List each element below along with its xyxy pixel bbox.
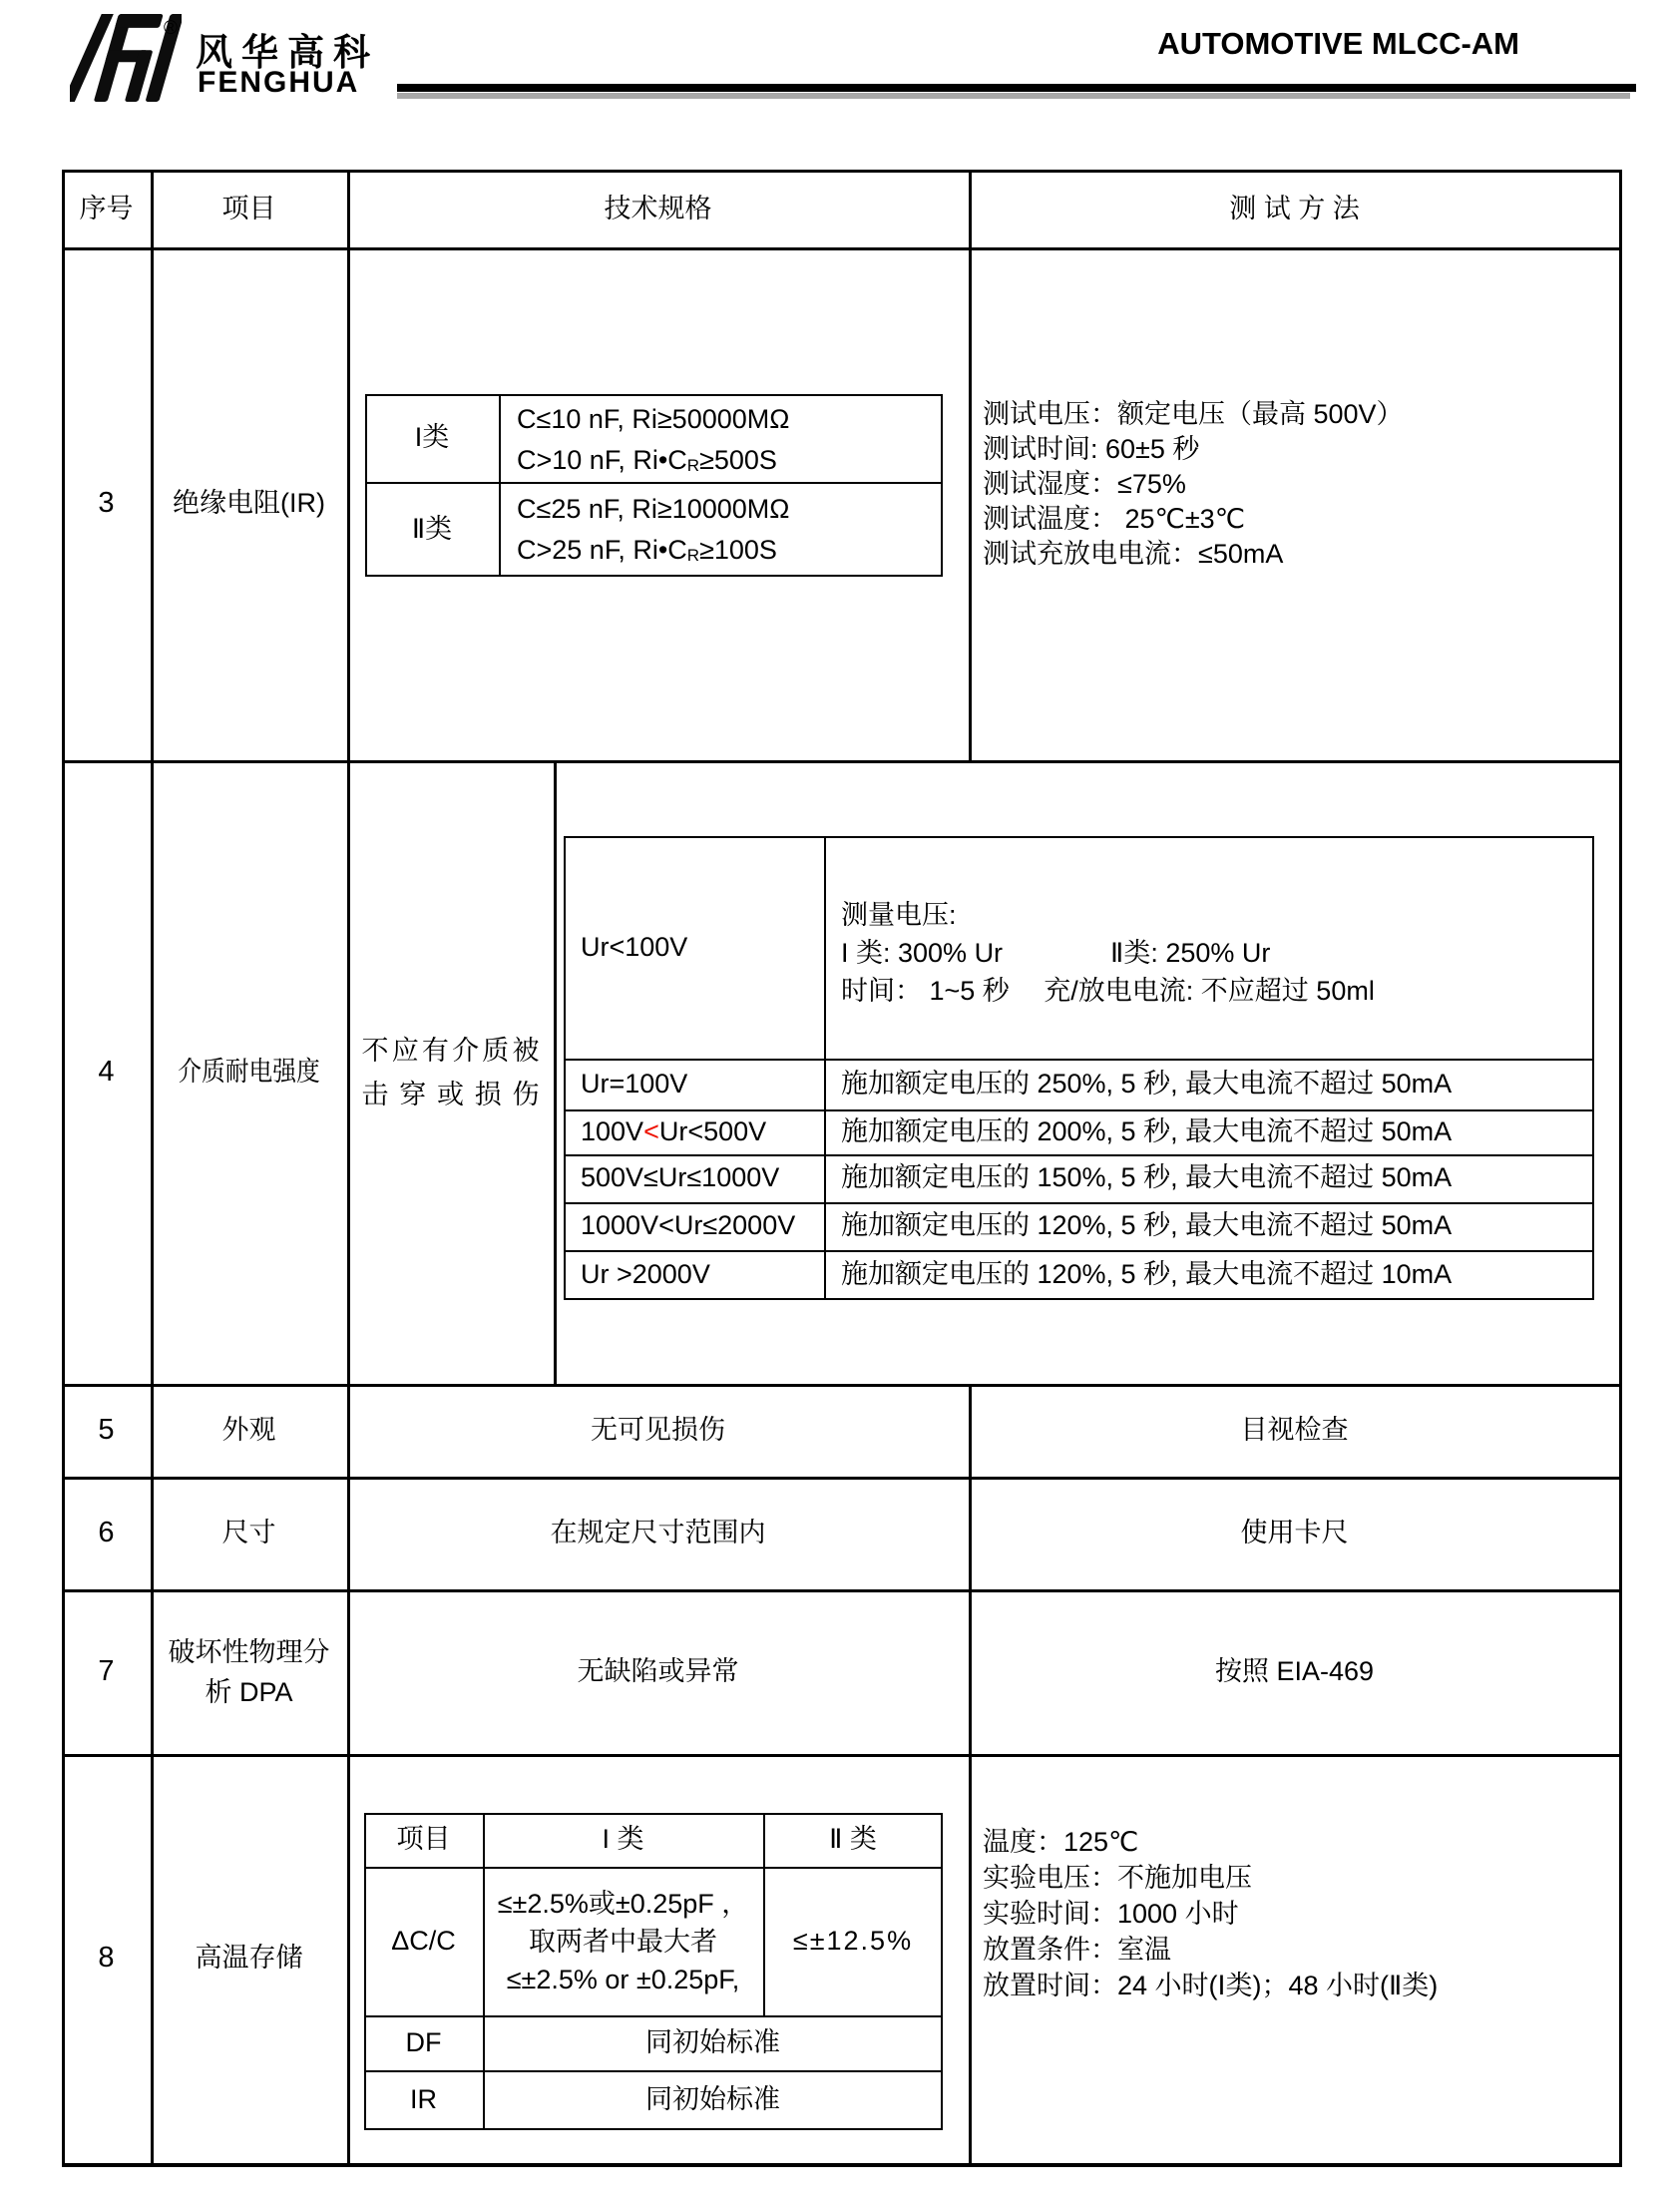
row7-no: 7: [98, 1654, 115, 1687]
row6-no: 6: [98, 1516, 115, 1548]
row4-sub-r5-label: 1000V<Ur≤2000V: [581, 1210, 796, 1241]
method-line: 测试湿度：≤75%: [983, 469, 1186, 499]
row3-class1-spec-line1: C≤10 nF, Ri≥50000MΩ: [517, 404, 790, 435]
row4-sub-r1-content: [841, 896, 1375, 1010]
row8-sub-ir-value: 同初始标准: [645, 2084, 780, 2115]
spec-text: C>10 nF, Ri•C: [517, 445, 687, 476]
label-part: Ur<500V: [658, 1115, 767, 1146]
dcc-line: 取两者中最大者: [529, 1926, 717, 1957]
grid-line: [1619, 170, 1622, 2167]
row7-method: 按照 EIA-469: [1214, 1655, 1375, 1686]
column-header-spec: 技术规格: [604, 194, 712, 224]
sub-line: 时间： 1~5 秒 充/放电电流: 不应超过 50ml: [841, 976, 1375, 1006]
brand-name-cn: 风华高科: [196, 32, 379, 73]
red-less-than: <: [643, 1115, 659, 1146]
method-line: 放置条件：室温: [983, 1935, 1171, 1965]
brand-name-en: FENGHUA: [198, 66, 360, 99]
grid-line: [554, 760, 557, 1387]
method-line: 实验时间：1000 小时: [983, 1899, 1239, 1929]
row3-method-text: [983, 397, 1404, 572]
row8-method-text: [983, 1824, 1438, 2003]
row6-item: 尺寸: [221, 1517, 276, 1547]
row8-sub-dcc-class2: ≤±12.5%: [792, 1925, 914, 1956]
row8-sub-header-class2: Ⅱ 类: [829, 1824, 877, 1855]
subscript-r: R: [686, 455, 700, 475]
page-title: AUTOMOTIVE MLCC-AM: [1157, 26, 1519, 61]
grid-line: [969, 170, 972, 763]
header-rule-gray: [397, 93, 1630, 99]
row4-item: 介质耐电强度: [178, 1056, 320, 1087]
spec-text: ≥500S: [699, 445, 777, 476]
row6-method: 使用卡尺: [1240, 1517, 1349, 1547]
method-line: 测试电压：额定电压（最高 500V）: [983, 399, 1404, 429]
row3-class2-label: Ⅱ类: [411, 513, 453, 544]
row7-item: [151, 1589, 347, 1754]
method-line: 实验电压：不施加电压: [983, 1863, 1252, 1893]
row4-condition: [347, 760, 554, 1384]
row3-item: 绝缘电阻(IR): [173, 488, 325, 519]
row3-class2-spec-line1: C≤25 nF, Ri≥10000MΩ: [517, 494, 790, 525]
condition-text: 不应有介质被击穿或损伤: [361, 1035, 540, 1109]
column-header-item: 项目: [221, 194, 276, 224]
row3-class2-spec-line2: [517, 532, 936, 570]
row4-sub-r2-label: Ur=100V: [581, 1068, 688, 1099]
sub-line: I 类: 300% Ur Ⅱ类: 250% Ur: [841, 938, 1271, 968]
row4-sub-r3-text: 施加额定电压的 200%, 5 秒, 最大电流不超过 50mA: [841, 1115, 1453, 1146]
spec-text: C>25 nF, Ri•C: [517, 535, 687, 566]
row4-sub-r4-label: 500V≤Ur≤1000V: [581, 1162, 780, 1193]
dcc-line: ≤±2.5% or ±0.25pF,: [506, 1964, 740, 1994]
column-header-method: 测 试 方 法: [1229, 194, 1360, 224]
row3-class1-spec-line2: [517, 442, 936, 480]
row8-sub-ir-label: IR: [410, 2084, 437, 2115]
grid-line: [62, 2163, 1622, 2167]
row4-sub-r3-label: [581, 1109, 810, 1154]
row4-sub-r1-label: Ur<100V: [581, 931, 688, 962]
row8-sub-header-item: 项目: [396, 1824, 451, 1855]
column-header-no: 序号: [79, 194, 134, 224]
method-line: 测试时间: 60±5 秒: [983, 434, 1200, 464]
method-line: 测试充放电电流：≤50mA: [983, 539, 1284, 569]
row4-sub-r6-text: 施加额定电压的 120%, 5 秒, 最大电流不超过 10mA: [841, 1259, 1453, 1290]
row4-sub-r4-text: 施加额定电压的 150%, 5 秒, 最大电流不超过 50mA: [841, 1162, 1453, 1193]
grid-line: [824, 836, 826, 1300]
row5-item: 外观: [221, 1414, 276, 1445]
sub-line: 测量电压:: [841, 900, 957, 930]
spec-text: ≥100S: [699, 535, 777, 566]
row4-no: 4: [98, 1055, 115, 1088]
method-line: 测试温度： 25℃±3℃: [983, 504, 1246, 534]
method-line: 放置时间：24 小时(Ⅰ类)；48 小时(Ⅱ类): [983, 1971, 1439, 2000]
row8-sub-df-label: DF: [405, 2026, 442, 2057]
row3-class1-label: I类: [414, 422, 450, 453]
row4-sub-r2-text: 施加额定电压的 250%, 5 秒, 最大电流不超过 50mA: [841, 1068, 1453, 1099]
row5-no: 5: [98, 1413, 115, 1446]
subscript-r: R: [686, 545, 700, 565]
row4-sub-r5-text: 施加额定电压的 120%, 5 秒, 最大电流不超过 50mA: [841, 1210, 1453, 1241]
row4-sub-r6-label: Ur >2000V: [581, 1259, 710, 1290]
row5-spec: 无可见损伤: [591, 1414, 725, 1445]
row6-spec: 在规定尺寸范围内: [550, 1517, 766, 1547]
header-rule-black: [397, 84, 1636, 92]
row8-sub-dcc-label: ΔC/C: [391, 1925, 456, 1956]
row5-method: 目视检查: [1240, 1414, 1349, 1445]
dcc-line: ≤±2.5%或±0.25pF ，: [497, 1888, 749, 1919]
row7-spec: 无缺陷或异常: [577, 1655, 739, 1686]
method-line: 温度：125℃: [983, 1827, 1139, 1857]
row8-item: 高温存储: [195, 1943, 303, 1974]
label-part: 100V: [581, 1115, 644, 1146]
dcc-class1-lines: [498, 1885, 749, 1998]
row8-no: 8: [98, 1942, 115, 1975]
row3-no: 3: [98, 487, 115, 520]
registered-trademark-symbol: ®: [164, 18, 178, 39]
row8-sub-dcc-class1: [483, 1867, 763, 2015]
row8-sub-header-class1: I 类: [602, 1824, 644, 1855]
row8-sub-df-value: 同初始标准: [645, 2026, 780, 2057]
item-text: 破坏性物理分析 DPA: [168, 1636, 330, 1707]
grid-line: [499, 394, 501, 577]
